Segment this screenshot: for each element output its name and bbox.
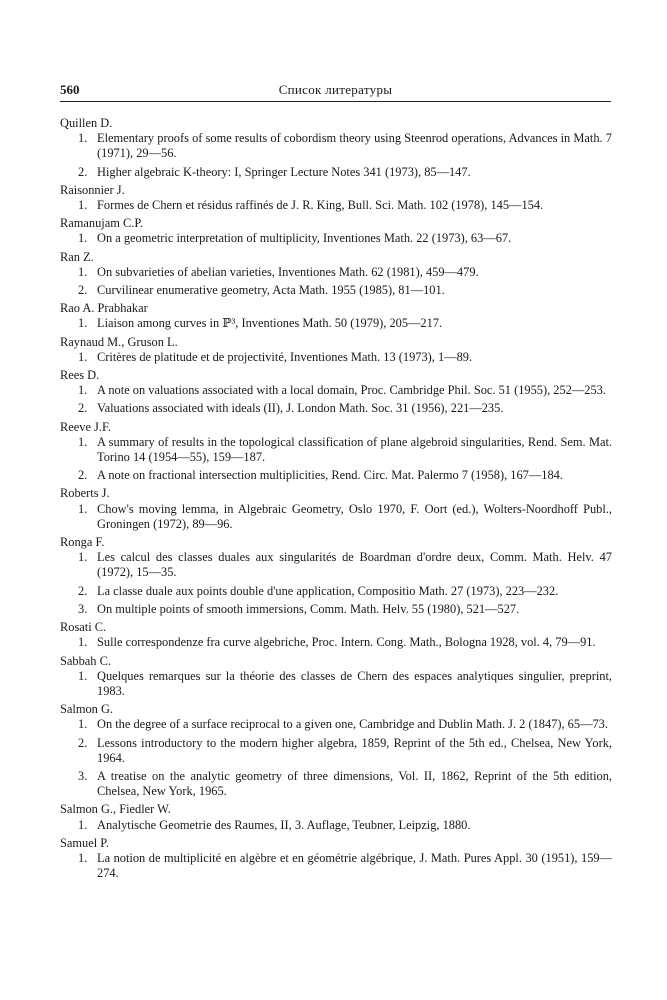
- reference-text: La notion de multiplicité en algèbre et en géométrie algébrique, J. Math. Pures Appl. 30 (1951), 159—274.: [97, 850, 612, 881]
- reference-text: On the degree of a surface reciprocal to a given one, Cambridge and Dublin Math. J. 2 (1847), 65—73.: [97, 717, 608, 732]
- reference-text: Liaison among curves in ℙ³, Inventiones Math. 50 (1979), 205—217.: [97, 316, 443, 331]
- page-number: 560: [60, 82, 80, 97]
- reference-author: Rees D.: [60, 368, 100, 383]
- reference-author-block: [60, 116, 612, 180]
- reference-number: 1.: [78, 198, 88, 213]
- reference-author: Samuel P.: [60, 835, 109, 850]
- reference-entry: [60, 584, 612, 599]
- reference-number: 1.: [78, 501, 88, 516]
- reference-text: Quelques remarques sur la théorie des classes de Chern des espaces analytiques singulier, preprint, 1983.: [97, 668, 612, 698]
- reference-number: 1.: [78, 850, 88, 865]
- page-header: [60, 82, 611, 100]
- reference-text: Lessons introductory to the modern higher algebra, 1859, Reprint of the 5th ed., Chelsea, New York, 1964.: [97, 735, 612, 765]
- reference-author-block: [60, 301, 612, 331]
- reference-author: Ronga F.: [60, 535, 105, 550]
- reference-number: 3.: [78, 768, 88, 783]
- reference-author: Roberts J.: [60, 486, 110, 501]
- reference-number: 3.: [78, 601, 88, 616]
- reference-text: Curvilinear enumerative geometry, Acta Math. 1955 (1985), 81—101.: [97, 283, 445, 298]
- reference-author-block: [60, 620, 612, 650]
- reference-text: On multiple points of smooth immersions, Comm. Math. Helv. 55 (1980), 521—527.: [97, 601, 520, 616]
- reference-text: Chow's moving lemma, in Algebraic Geometry, Oslo 1970, F. Oort (ed.), Wolters-Noordhoff Publ., Groningen (1972), 89—96.: [97, 501, 612, 531]
- reference-author: Raisonnier J.: [60, 182, 125, 197]
- reference-number: 1.: [78, 231, 88, 246]
- reference-author: Salmon G., Fiedler W.: [60, 802, 171, 817]
- reference-number: 1.: [78, 817, 88, 832]
- reference-entry: [60, 383, 612, 398]
- reference-author-block: [60, 250, 612, 299]
- reference-entry: [60, 769, 612, 799]
- reference-text: A summary of results in the topological classification of plane algebroid singularities, Rend. Sem. Mat. Torino 14 (1954—55), 159—187.: [97, 434, 612, 465]
- reference-text: La classe duale aux points double d'une application, Compositio Math. 27 (1973), 223—232.: [97, 583, 559, 598]
- reference-author-block: [60, 486, 612, 532]
- reference-entry: [60, 165, 612, 180]
- reference-number: 1.: [78, 316, 88, 331]
- reference-text: On a geometric interpretation of multiplicity, Inventiones Math. 22 (1973), 63—67.: [97, 231, 512, 246]
- reference-entry: [60, 669, 612, 699]
- reference-number: 2.: [78, 401, 88, 416]
- reference-entry: [60, 265, 612, 280]
- reference-text: Critères de platitude et de projectivité, Inventiones Math. 13 (1973), 1—89.: [97, 349, 473, 364]
- reference-author-block: [60, 535, 612, 617]
- reference-entry: [60, 131, 612, 161]
- reference-author-block: [60, 368, 612, 417]
- reference-author: Raynaud M., Gruson L.: [60, 334, 178, 349]
- reference-author-block: [60, 216, 612, 246]
- reference-entry: [60, 316, 612, 331]
- reference-author: Reeve J.F.: [60, 419, 111, 434]
- reference-text: Higher algebraic K-theory: I, Springer Lecture Notes 341 (1973), 85—147.: [97, 164, 471, 179]
- reference-entry: [60, 502, 612, 532]
- reference-entry: [60, 283, 612, 298]
- reference-number: 1.: [78, 264, 88, 279]
- reference-entry: [60, 851, 612, 881]
- reference-number: 2.: [78, 164, 88, 179]
- reference-entry: [60, 635, 612, 650]
- reference-text: A treatise on the analytic geometry of three dimensions, Vol. II, 1862, Reprint of the 5th edition, Chelsea, New York, 1965.: [97, 768, 612, 799]
- reference-entry: [60, 231, 612, 246]
- reference-number: 1.: [78, 668, 88, 683]
- reference-number: 2.: [78, 283, 88, 298]
- reference-entry: [60, 717, 612, 732]
- reference-entry: [60, 736, 612, 766]
- reference-number: 2.: [78, 735, 88, 750]
- running-title: Список литературы: [278, 82, 393, 97]
- reference-author: Quillen D.: [60, 116, 113, 130]
- header-rule: [60, 101, 611, 102]
- reference-number: 2.: [78, 583, 88, 598]
- reference-author: Ran Z.: [60, 249, 94, 264]
- reference-number: 1.: [78, 349, 88, 364]
- reference-text: Elementary proofs of some results of cobordism theory using Steenrod operations, Advances in Math. 7 (1971), 29—56.: [97, 131, 612, 161]
- reference-text: A note on fractional intersection multiplicities, Rend. Circ. Mat. Palermo 7 (1958), 167—184.: [97, 468, 563, 483]
- reference-text: Sulle correspondenze fra curve algebriche, Proc. Intern. Cong. Math., Bologna 1928, vol. 4, 79—91.: [97, 635, 596, 650]
- reference-text: Formes de Chern et résidus raffinés de J. R. King, Bull. Sci. Math. 102 (1978), 145—154.: [97, 198, 544, 213]
- reference-text: A note on valuations associated with a local domain, Proc. Cambridge Phil. Soc. 51 (1955), 252—253.: [97, 383, 606, 398]
- reference-number: 1.: [78, 383, 88, 398]
- reference-number: 1.: [78, 550, 88, 565]
- reference-number: 1.: [78, 717, 88, 732]
- reference-entry: [60, 602, 612, 617]
- reference-entry: [60, 818, 612, 833]
- reference-entry: [60, 435, 612, 465]
- reference-number: 1.: [78, 635, 88, 650]
- reference-entry: [60, 198, 612, 213]
- reference-author: Sabbah C.: [60, 653, 111, 668]
- reference-number: 2.: [78, 468, 88, 483]
- reference-number: 1.: [78, 131, 88, 146]
- reference-author-block: [60, 183, 612, 213]
- bibliography-list: [60, 116, 612, 884]
- reference-entry: [60, 350, 612, 365]
- reference-author-block: [60, 420, 612, 484]
- reference-author-block: [60, 654, 612, 700]
- reference-author-block: [60, 335, 612, 365]
- reference-author: Rosati C.: [60, 620, 107, 635]
- reference-entry: [60, 401, 612, 416]
- reference-entry: [60, 550, 612, 580]
- reference-author-block: [60, 802, 612, 832]
- reference-text: Analytische Geometrie des Raumes, II, 3. Auflage, Teubner, Leipzig, 1880.: [97, 817, 471, 832]
- reference-text: On subvarieties of abelian varieties, Inventiones Math. 62 (1981), 459—479.: [97, 264, 479, 279]
- reference-author: Salmon G.: [60, 702, 114, 717]
- reference-author: Rao A. Prabhakar: [60, 301, 148, 316]
- reference-text: Les calcul des classes duales aux singularités de Boardman d'ordre deux, Comm. Math. Helv. 47 (1972), 15—35.: [97, 550, 612, 580]
- reference-author: Ramanujam C.P.: [60, 216, 143, 231]
- reference-entry: [60, 468, 612, 483]
- reference-number: 1.: [78, 434, 88, 449]
- reference-author-block: [60, 702, 612, 799]
- reference-author-block: [60, 836, 612, 882]
- reference-text: Valuations associated with ideals (II), J. London Math. Soc. 31 (1956), 221—235.: [97, 401, 504, 416]
